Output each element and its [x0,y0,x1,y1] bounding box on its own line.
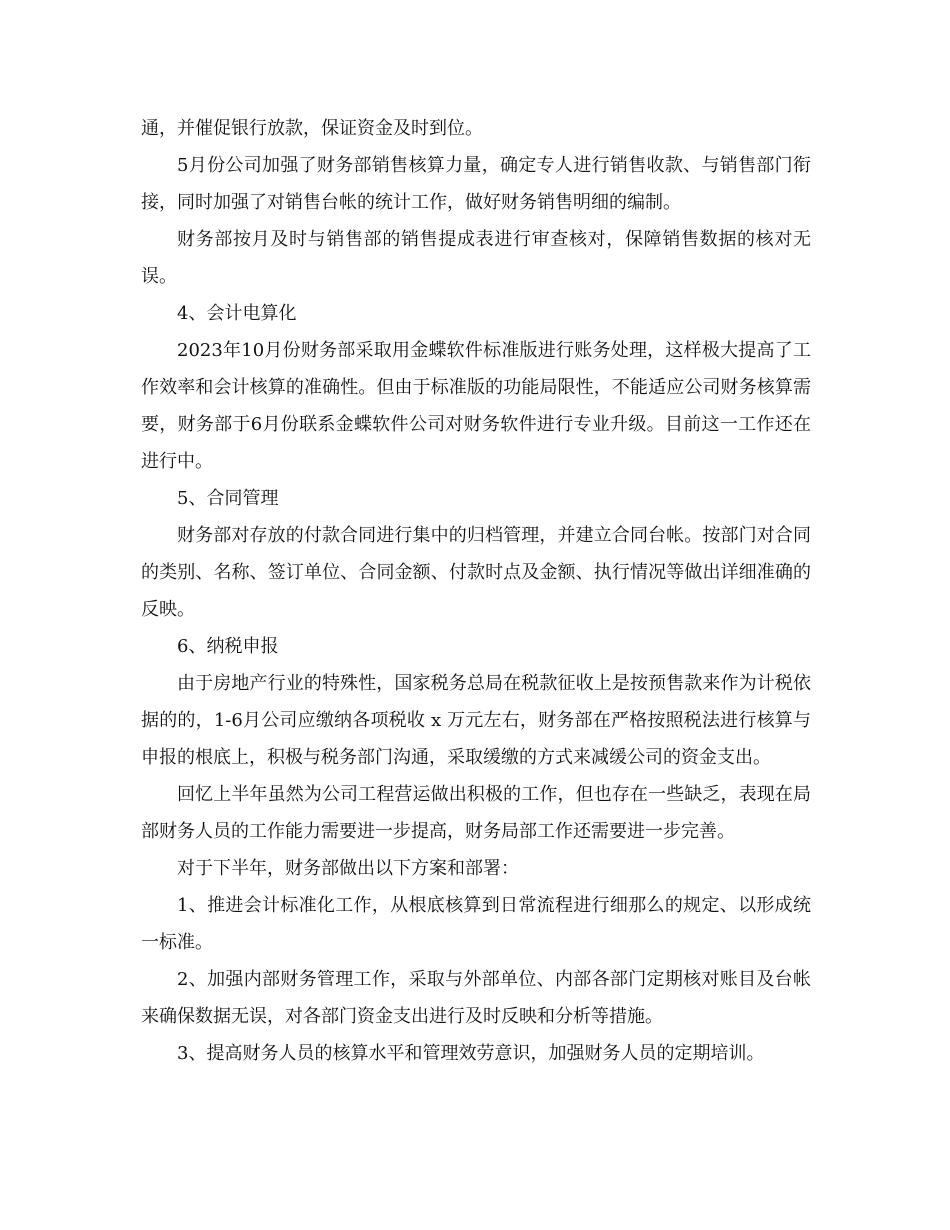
list-item: 3、提高财务人员的核算水平和管理效劳意识，加强财务人员的定期培训。 [177,1043,765,1064]
paragraph: 对于下半年，财务部做出以下方案和部署： [177,858,519,879]
paragraph: 由于房地产行业的特殊性，国家税务总局在税款征收上是按预售款来作为计税依据的的，1-6月公司应缴纳各项税收 x 万元左右，财务部在严格按照税法进行核算与申报的根底上，积极与税务部门沟通，采取缓缴的方式来减缓公司的资金支出。 [141,673,811,768]
list-item: 1、推进会计标准化工作，从根底核算到日常流程进行细那么的规定、以形成统一标准。 [141,895,811,953]
paragraph: 财务部对存放的付款合同进行集中的归档管理，并建立合同台帐。按部门对合同的类别、名称、签订单位、合同金额、付款时点及金额、执行情况等做出详细准确的反映。 [141,525,811,620]
paragraph: 通，并催促银行放款，保证资金及时到位。 [141,118,483,139]
document-body [141,110,811,1072]
list-item: 2、加强内部财务管理工作，采取与外部单位、内部各部门定期核对账目及台帐来确保数据无误，对各部门资金支出进行及时反映和分析等措施。 [141,969,811,1027]
paragraph: 2023年10月份财务部采取用金蝶软件标准版进行账务处理，这样极大提高了工作效率和会计核算的准确性。但由于标准版的功能局限性，不能适应公司财务核算需要，财务部于6月份联系金蝶软件公司对财务软件进行专业升级。目前这一工作还在进行中。 [141,340,811,472]
paragraph: 回忆上半年虽然为公司工程营运做出积极的工作，但也存在一些缺乏，表现在局部财务人员的工作能力需要进一步提高，财务局部工作还需要进一步完善。 [141,784,811,842]
paragraph: 财务部按月及时与销售部的销售提成表进行审查核对，保障销售数据的核对无误。 [141,229,811,287]
section-heading: 4、会计电算化 [177,303,297,324]
paragraph: 5月份公司加强了财务部销售核算力量，确定专人进行销售收款、与销售部门衔接，同时加强了对销售台帐的统计工作，做好财务销售明细的编制。 [141,155,811,213]
section-heading: 5、合同管理 [177,488,279,509]
section-heading: 6、纳税申报 [177,636,279,657]
